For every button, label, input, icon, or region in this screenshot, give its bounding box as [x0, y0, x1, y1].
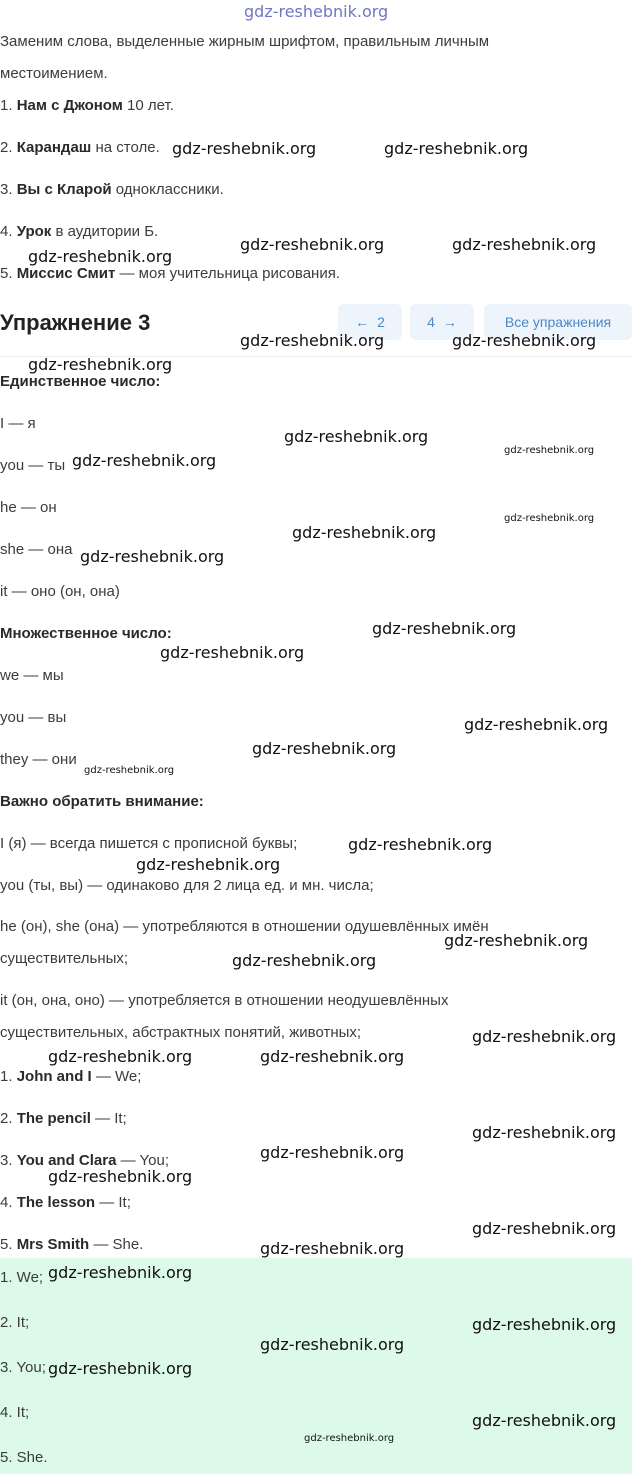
watermark: gdz-reshebnik.org: [28, 355, 173, 374]
singular-line-5: it — оно (он, она): [0, 583, 120, 600]
task-intro-line1: Заменим слова, выделенные жирным шрифтом, правильным личным: [0, 33, 490, 50]
watermark: gdz-reshebnik.org: [304, 1433, 395, 1444]
singular-line-2: you — ты: [0, 457, 66, 474]
watermark: gdz-reshebnik.org: [452, 331, 597, 350]
watermark: gdz-reshebnik.org: [504, 513, 595, 524]
watermark: gdz-reshebnik.org: [160, 643, 305, 662]
answer-line-2: 2. It;: [0, 1314, 30, 1331]
solution-item-1: 1. John and I — We;: [0, 1068, 142, 1085]
arrow-left-icon: ←: [355, 314, 370, 330]
answer-line-3: 3. You;: [0, 1359, 46, 1376]
watermark: gdz-reshebnik.org: [472, 1315, 617, 1334]
watermark: gdz-reshebnik.org: [252, 739, 397, 758]
watermark: gdz-reshebnik.org: [444, 931, 589, 950]
note-line-6: существительных, абстрактных понятий, животных;: [0, 1024, 362, 1041]
task-item-4: 4. Урок в аудитории Б.: [0, 223, 159, 240]
watermark: gdz-reshebnik.org: [48, 1359, 193, 1378]
answer-line-1: 1. We;: [0, 1269, 44, 1286]
task-intro-line2: местоимением.: [0, 65, 108, 82]
watermark: gdz-reshebnik.org: [472, 1027, 617, 1046]
watermark: gdz-reshebnik.org: [464, 715, 609, 734]
watermark: gdz-reshebnik.org: [284, 427, 429, 446]
note-line-1: I (я) — всегда пишется с прописной буквы;: [0, 835, 298, 852]
exercise-title: Упражнение 3: [0, 310, 151, 335]
prev-exercise-button[interactable]: ← 2: [338, 304, 402, 340]
task-item-1: 1. Нам с Джоном 10 лет.: [0, 97, 174, 114]
singular-line-4: she — она: [0, 541, 73, 558]
watermark: gdz-reshebnik.org: [292, 523, 437, 542]
note-heading: Важно обратить внимание:: [0, 793, 204, 810]
watermark: gdz-reshebnik.org: [172, 139, 317, 158]
next-exercise-button[interactable]: 4 →: [410, 304, 474, 340]
watermark: gdz-reshebnik.org: [472, 1123, 617, 1142]
task-item-2: 2. Карандаш на столе.: [0, 139, 160, 156]
watermark: gdz-reshebnik.org: [452, 235, 597, 254]
watermark: gdz-reshebnik.org: [384, 139, 529, 158]
watermark: gdz-reshebnik.org: [84, 765, 175, 776]
watermark: gdz-reshebnik.org: [348, 835, 493, 854]
watermark: gdz-reshebnik.org: [232, 951, 377, 970]
answer-line-5: 5. She.: [0, 1449, 48, 1466]
singular-heading: Единственное число:: [0, 373, 161, 390]
solution-item-2: 2. The pencil — It;: [0, 1110, 127, 1127]
watermark: gdz-reshebnik.org: [472, 1219, 617, 1238]
watermark: gdz-reshebnik.org: [260, 1047, 405, 1066]
plural-line-3: they — они: [0, 751, 77, 768]
note-line-3: he (он), she (она) — употребляются в отношении одушевлённых имён: [0, 918, 489, 935]
watermark: gdz-reshebnik.org: [136, 855, 281, 874]
watermark: gdz-reshebnik.org: [48, 1047, 193, 1066]
answer-line-4: 4. It;: [0, 1404, 30, 1421]
task-item-5: 5. Миссис Смит — моя учительница рисования.: [0, 265, 341, 282]
solution-item-4: 4. The lesson — It;: [0, 1194, 131, 1211]
watermark: gdz-reshebnik.org: [260, 1335, 405, 1354]
singular-line-1: I — я: [0, 415, 36, 432]
note-line-5: it (он, она, оно) — употребляется в отношении неодушевлённых: [0, 992, 449, 1009]
note-line-4: существительных;: [0, 950, 129, 967]
watermark: gdz-reshebnik.org: [472, 1411, 617, 1430]
watermark: gdz-reshebnik.org: [240, 235, 385, 254]
note-line-2: you (ты, вы) — одинаково для 2 лица ед. и мн. числа;: [0, 877, 374, 894]
watermark: gdz-reshebnik.org: [28, 247, 173, 266]
watermark: gdz-reshebnik.org: [48, 1167, 193, 1186]
watermark: gdz-reshebnik.org: [260, 1239, 405, 1258]
plural-line-1: we — мы: [0, 667, 64, 684]
task-item-3: 3. Вы с Кларой одноклассники.: [0, 181, 224, 198]
solution-item-3: 3. You and Clara — You;: [0, 1152, 169, 1169]
all-exercises-button[interactable]: Все упражнения: [484, 304, 632, 340]
watermark: gdz-reshebnik.org: [260, 1143, 405, 1162]
plural-line-2: you — вы: [0, 709, 67, 726]
singular-line-3: he — он: [0, 499, 57, 516]
watermark: gdz-reshebnik.org: [72, 451, 217, 470]
watermark: gdz-reshebnik.org: [504, 445, 595, 456]
watermark: gdz-reshebnik.org: [80, 547, 225, 566]
watermark: gdz-reshebnik.org: [240, 331, 385, 350]
watermark-top: gdz-reshebnik.org: [244, 2, 389, 21]
plural-heading: Множественное число:: [0, 625, 172, 642]
watermark: gdz-reshebnik.org: [48, 1263, 193, 1282]
watermark: gdz-reshebnik.org: [372, 619, 517, 638]
solution-item-5: 5. Mrs Smith — She.: [0, 1236, 144, 1253]
arrow-right-icon: →: [442, 314, 457, 330]
